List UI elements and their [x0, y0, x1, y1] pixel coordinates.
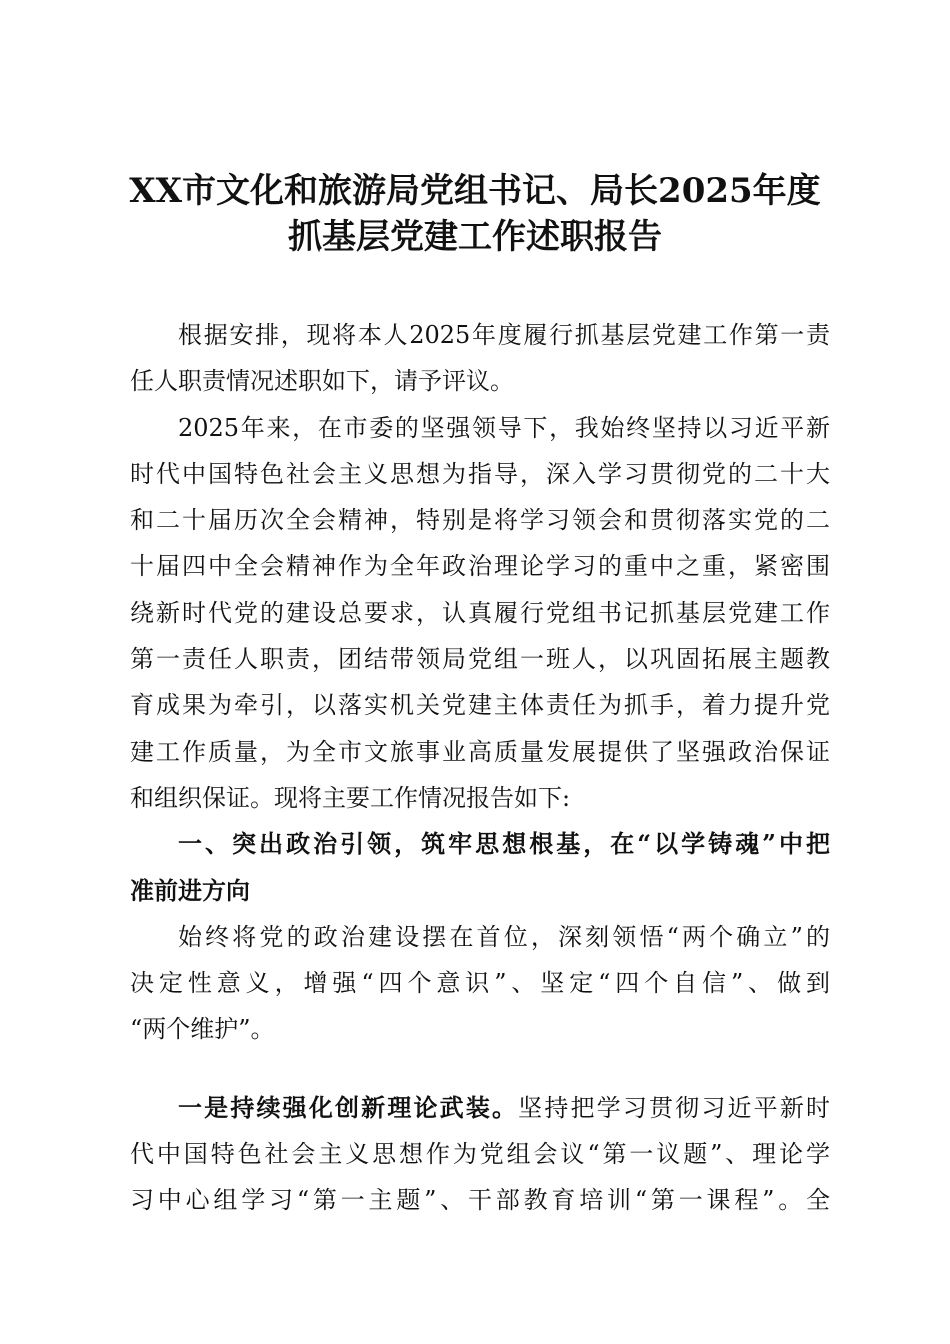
heading-line: 准前进方向 [130, 875, 250, 905]
text-line: 和二十届历次全会精神，特别是将学习领会和贯彻落实党的二 [130, 506, 830, 535]
section-heading-1 [130, 821, 830, 914]
text-line: 代中国特色社会主义思想作为党组会议“第一议题”、理论学 [130, 1140, 830, 1169]
text-line: 根据安排，现将本人2025年度履行抓基层党建工作第一责 [178, 321, 830, 349]
text-line: 建工作质量，为全市文旅事业高质量发展提供了坚强政治保证 [130, 737, 830, 766]
paragraph-political [130, 914, 830, 1053]
document-body [130, 312, 830, 1224]
document-title-line-1: XX市文化和旅游局党组书记、局长2025年度 [129, 171, 821, 211]
paragraph-intro [130, 312, 830, 405]
text-line: 和组织保证。现将主要工作情况报告如下: [130, 783, 571, 812]
text-line: 绕新时代党的建设总要求，认真履行党组书记抓基层党建工作 [130, 598, 830, 627]
text-line: “两个维护”。 [130, 1015, 275, 1044]
text-line: 始终将党的政治建设摆在首位，深刻领悟“两个确立”的 [178, 922, 830, 951]
text-line [130, 1085, 830, 1131]
text-line: 决定性意义，增强“四个意识”、坚定“四个自信”、做到 [130, 969, 830, 998]
text-line: 任人职责情况述职如下，请予评议。 [130, 367, 514, 396]
paragraph-overview [130, 405, 830, 822]
bold-lead: 一是持续强化创新理论武装。 [178, 1092, 519, 1122]
heading-line: 一、突出政治引领，筑牢思想根基，在“以学铸魂”中把 [178, 829, 830, 859]
document-title-line-2: 抓基层党建工作述职报告 [288, 217, 662, 257]
text-line: 2025年来，在市委的坚强领导下，我始终坚持以习近平新 [178, 413, 830, 442]
text-line: 习中心组学习“第一主题”、干部教育培训“第一课程”。全 [130, 1186, 830, 1215]
text-line: 时代中国特色社会主义思想为指导，深入学习贯彻党的二十大 [130, 459, 830, 488]
text-line: 育成果为牵引，以落实机关党建主体责任为抓手，着力提升党 [130, 691, 830, 720]
paragraph-theory [130, 1085, 830, 1224]
text-span: 坚持把学习贯彻习近平新时 [518, 1093, 830, 1122]
text-line: 第一责任人职责，团结带领局党组一班人，以巩固拓展主题教 [130, 645, 830, 674]
text-line: 十届四中全会精神作为全年政治理论学习的重中之重，紧密围 [130, 552, 830, 581]
